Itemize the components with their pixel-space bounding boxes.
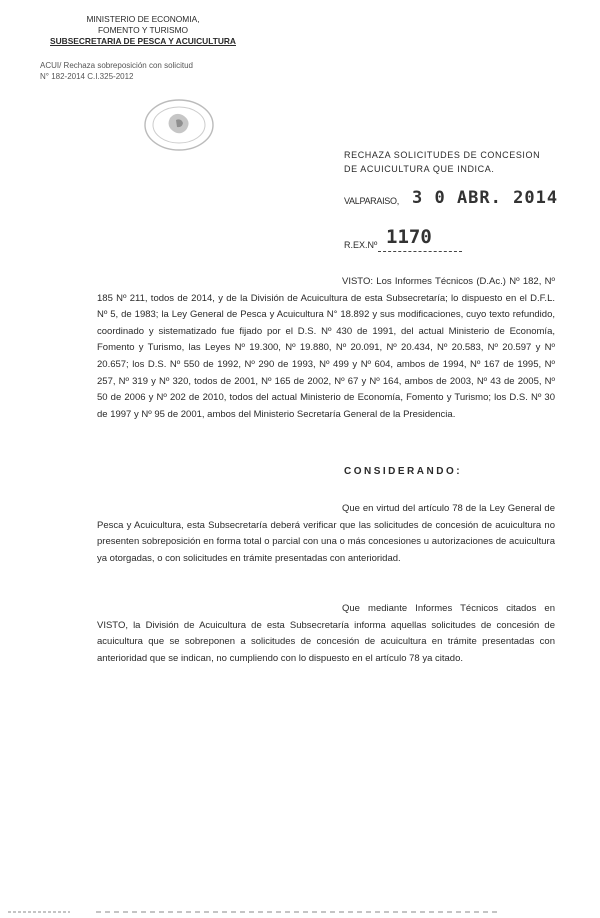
letterhead [38,14,248,47]
resolution-label: R.EX.Nº [344,240,378,250]
visto-paragraph: VISTO: Los Informes Técnicos (D.Ac.) Nº 182, Nº 185 Nº 211, todos de 2014, y de la División de Acuicultura de esta Subsecretaría; lo dispuesto en el D.F.L. Nº 5, de 1983; la Ley General de Pesca y Acuicultura N° 18.892 y sus modificaciones, cuyo texto refundido, coordinado y sistematizado fue fijado por el D.S. Nº 430 de 1991, del actual Ministerio de Economía, Fomento y Turismo, las Leyes Nº 19.300, Nº 19.880, Nº 20.091, Nº 20.434, Nº 20.583, Nº 20.597 y Nº 20.657; los D.S. Nº 550 de 1992, Nº 290 de 1993, Nº 499 y Nº 604, ambos de 1994, Nº 167 de 1995, Nº 257, Nº 319 y Nº 320, todos de 2001, Nº 165 de 2002, Nº 67 y Nº 164, ambos de 2003, Nº 43 de 2005, Nº 50 de 2006 y Nº 202 de 2010, todos del actual Ministerio de Economía, Fomento y Turismo; los D.S. Nº 30 de 1997 y Nº 95 de 2001, ambos del Ministerio Secretaría General de la Presidencia. [97,276,555,420]
ministry-line-2: FOMENTO Y TURISMO [97,25,189,35]
date-stamp: 3 0 ABR. 2014 [412,188,559,208]
official-seal-stamp-icon [140,96,218,154]
city: VALPARAISO, [344,196,399,206]
reference-line-1: ACUI/ Rechaza sobreposición con solicitud [40,61,193,70]
date-line [344,188,564,212]
resolution-number [344,226,484,252]
footer-marks [0,908,600,918]
resolution-subject: RECHAZA SOLICITUDES DE CONCESION DE ACUICULTURA QUE INDICA. [344,150,541,174]
considerando-paragraph-1: Que en virtud del artículo 78 de la Ley General de Pesca y Acuicultura, esta Subsecretaría deberá verificar que las solicitudes de concesión de acuicultura no presenten sobreposición en forma total o parcial con una o más concesiones u autorizaciones de acuicultura ya otorgadas, o con solicitudes en trámite presentadas con anterioridad. [97,503,555,564]
reference-line-2: N° 182-2014 C.I.325-2012 [40,72,134,81]
resolution-number-value: 1170 [386,226,432,248]
reference-note [40,60,193,82]
number-underline [378,251,462,252]
considerando-heading: CONSIDERANDO: [344,466,463,477]
ministry-line: MINISTERIO DE ECONOMIA, [86,14,200,24]
considerando-paragraph-2: Que mediante Informes Técnicos citados en VISTO, la División de Acuicultura de esta Subsecretaría informa aquellas solicitudes de concesión de acuicultura que se sobreponen a solicitudes de concesión de acuicultura en trámite presentadas con anterioridad que se indican, no cumpliendo con lo dispuesto en el artículo 78 ya citado. [97,603,555,664]
subsecretaria-line: SUBSECRETARIA DE PESCA Y ACUICULTURA [50,36,236,46]
